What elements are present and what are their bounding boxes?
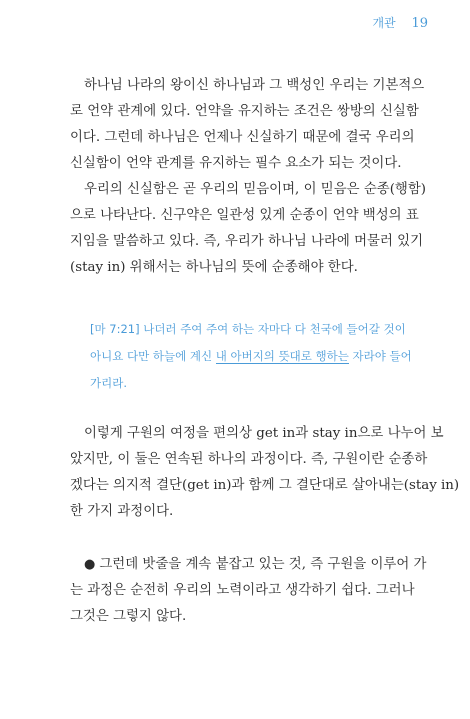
text-line: 았지만, 이 둘은 연속된 하나의 과정이다. 즉, 구원이란 순종하 xyxy=(70,452,428,467)
text-line: 으로 나타난다. 신구약은 일관성 있게 순종이 언약 백성의 표 xyxy=(70,208,419,223)
text-line: 한 가지 과정이다. xyxy=(70,504,174,519)
quote-text: 아니요 다만 하늘에 계신 xyxy=(90,349,216,363)
text-line: 로 언약 관계에 있다. 언약을 유지하는 조건은 쌍방의 신실함 xyxy=(70,104,419,119)
text-line: 그것은 그렇지 않다. xyxy=(70,609,187,624)
text-line: 겠다는 의지적 결단(get in)과 함께 그 결단대로 살아내는(stay in) xyxy=(70,478,460,493)
scripture-quote xyxy=(90,316,425,397)
quote-text: 자라야 들어 xyxy=(348,349,412,363)
section-title: 개관 xyxy=(372,16,396,30)
quote-line xyxy=(90,343,425,370)
quote-line: [마 7:21] 나더러 주여 주여 하는 자마다 다 천국에 들어갈 것이 xyxy=(90,322,406,336)
text-line: 이렇게 구원의 여정을 편의상 get in과 stay in으로 나누어 보 xyxy=(84,426,444,441)
text-line: 는 과정은 순전히 우리의 노력이라고 생각하기 쉽다. 그러나 xyxy=(70,583,415,598)
text-line xyxy=(70,552,427,578)
running-header xyxy=(372,14,428,31)
paragraph-1 xyxy=(70,73,427,281)
quote-line: 가리라. xyxy=(90,376,127,390)
bullet-icon: ● xyxy=(84,557,96,572)
bullet-text: 그런데 밧줄을 계속 붙잡고 있는 것, 즉 구원을 이루어 가 xyxy=(99,557,427,572)
text-line: 하나님 나라의 왕이신 하나님과 그 백성인 우리는 기본적으 xyxy=(84,78,425,93)
text-line: 신실함이 언약 관계를 유지하는 필수 요소가 되는 것이다. xyxy=(70,156,402,171)
text-line: 이다. 그런데 하나님은 언제나 신실하기 때문에 결국 우리의 xyxy=(70,130,415,145)
quote-underlined-text: 내 아버지의 뜻대로 행하는 xyxy=(215,349,349,363)
text-line: 우리의 신실함은 곧 우리의 믿음이며, 이 믿음은 순종(행함) xyxy=(84,182,427,197)
page-number: 19 xyxy=(411,16,428,31)
paragraph-3 xyxy=(70,552,427,630)
paragraph-2 xyxy=(70,421,460,525)
text-line: 지임을 말씀하고 있다. 즉, 우리가 하나님 나라에 머물러 있기 xyxy=(70,234,424,249)
text-line: (stay in) 위해서는 하나님의 뜻에 순종해야 한다. xyxy=(70,260,358,275)
